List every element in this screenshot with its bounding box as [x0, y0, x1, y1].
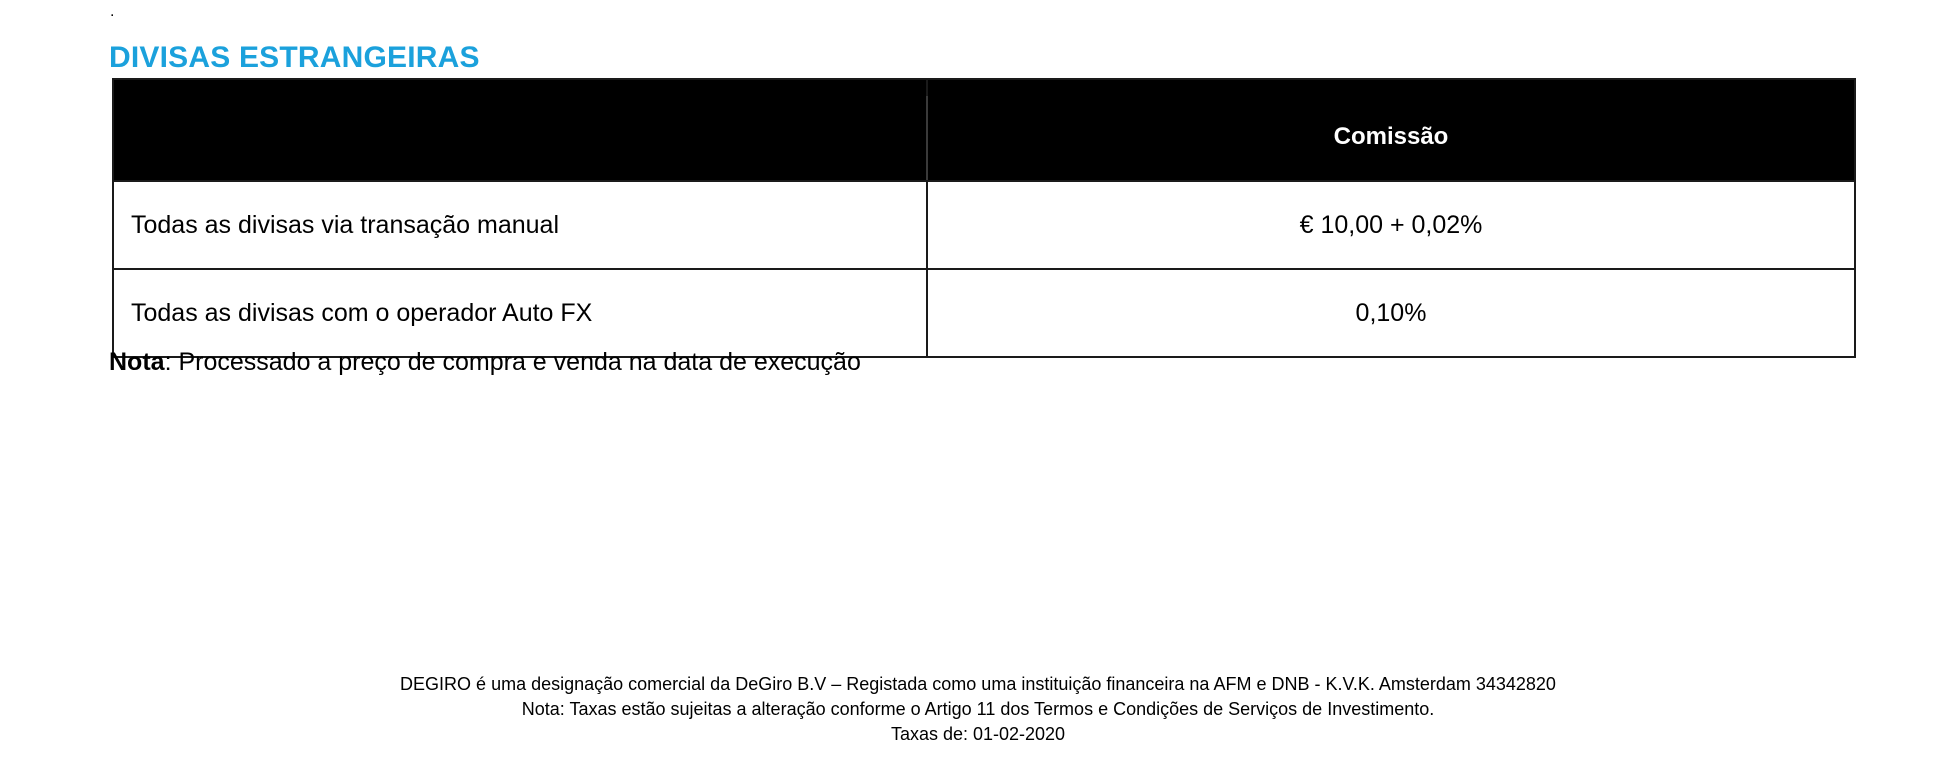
page-footer [0, 672, 1956, 747]
footer-line-date: Taxas de: 01-02-2020 [890, 724, 1066, 744]
row-fee: € 10,00 + 0,02% [927, 181, 1855, 269]
header-row [113, 79, 1855, 181]
fee-table-header [113, 79, 1855, 181]
header-cell-blank [113, 79, 927, 181]
fee-table [112, 78, 1856, 358]
table-row [113, 269, 1855, 357]
header-cell-commission: Comissão [927, 79, 1855, 181]
row-fee: 0,10% [927, 269, 1855, 357]
row-label: Todas as divisas com o operador Auto FX [113, 269, 927, 357]
table-row [113, 181, 1855, 269]
section-title: DIVISAS ESTRANGEIRAS [109, 41, 480, 74]
footer-line-registration: DEGIRO é uma designação comercial da DeGiro B.V – Registada como uma instituição financeira na AFM e DNB - K.V.K. Amsterdam 34342820 [400, 674, 1556, 694]
note-prefix: Nota [109, 348, 165, 376]
row-label: Todas as divisas via transação manual [113, 181, 927, 269]
note-text: : Processado a preço de compra e venda na data de execução [164, 348, 861, 376]
fee-table-body [113, 181, 1855, 357]
footer-line-terms: Nota: Taxas estão sujeitas a alteração conforme o Artigo 11 dos Termos e Condições de Serviços de Investimento. [521, 699, 1435, 719]
dot-mark: . [110, 3, 115, 20]
note-line [109, 346, 861, 378]
